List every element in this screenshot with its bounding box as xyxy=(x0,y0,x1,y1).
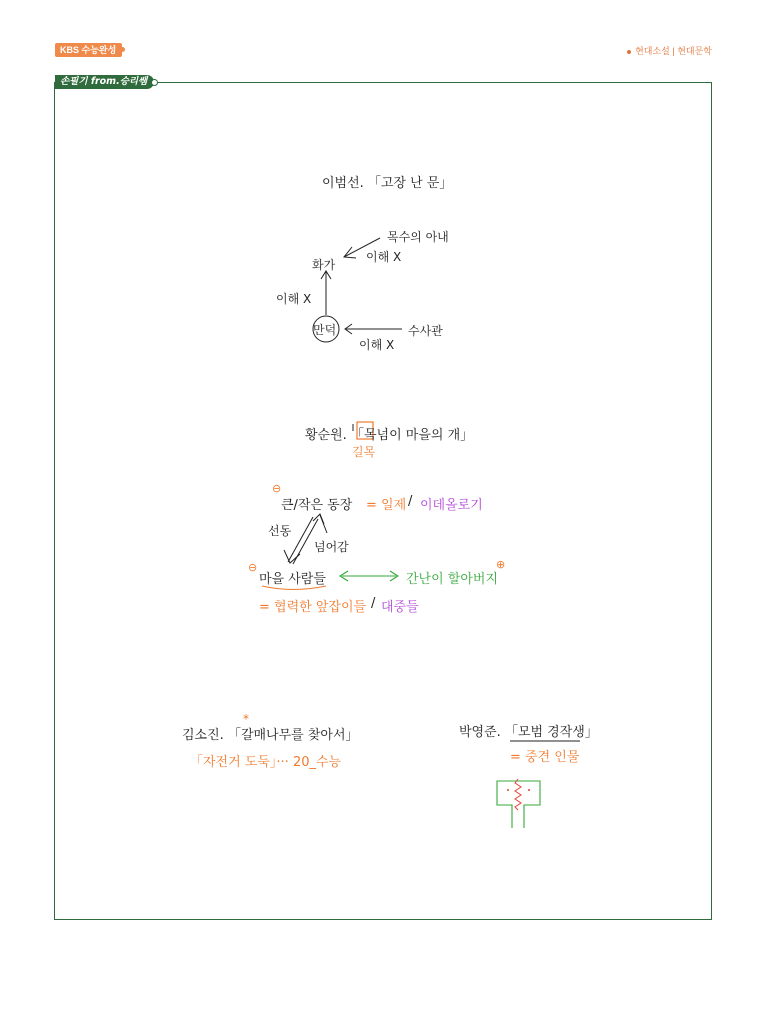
agitate-label: 선동 xyxy=(268,524,292,538)
bullet-icon xyxy=(627,50,631,54)
work3-title: 김소진. 「갈매나무를 찾아서」 xyxy=(182,728,359,743)
no-understand-2: 이해 X xyxy=(276,292,312,306)
villagers-label: 마을 사람들 xyxy=(259,572,326,587)
detective-label: 수사관 xyxy=(408,324,443,338)
boxed-char: 목 xyxy=(363,428,377,443)
section-label xyxy=(627,44,712,57)
minus-sign-1: ⊖ xyxy=(272,482,282,495)
no-understand-1: 이해 X xyxy=(366,250,402,264)
wife-label: 목수의 아내 xyxy=(387,230,449,244)
gilmok-label: 길목 xyxy=(352,445,376,459)
crossover-label: 넘어감 xyxy=(314,540,349,554)
plus-sign: ⊕ xyxy=(496,558,506,571)
masses-label: 대중들 xyxy=(381,600,419,615)
related-work: 「자전거 도둑」··· 20_수능 xyxy=(190,755,342,770)
big-small-chief: 큰/작은 동장 xyxy=(281,498,353,513)
manduk-label: 만덕 xyxy=(313,323,337,337)
minus-sign-2: ⊖ xyxy=(248,561,258,574)
painter-label: 화가 xyxy=(312,258,336,272)
eq-collaborators: = 협력한 앞잡이들 xyxy=(259,600,367,615)
tab-dot xyxy=(151,79,158,86)
grandpa-label: 간난이 할아버지 xyxy=(406,572,499,587)
work4-title: 박영준. 「모범 경작생」 xyxy=(459,725,598,740)
star-mark: * xyxy=(243,712,249,726)
ideology-label: 이데올로기 xyxy=(420,498,483,513)
no-understand-3: 이해 X xyxy=(359,338,395,352)
kbs-badge: KBS 수능완성 xyxy=(55,43,122,57)
work2-title: 황순원. 「목넘이 마을의 개」 xyxy=(305,428,474,443)
eq-middle-figure: = 중견 인물 xyxy=(510,750,580,765)
slash-2: / xyxy=(371,596,376,611)
slash-1: / xyxy=(408,494,413,509)
badge-dot xyxy=(120,47,125,52)
eq-japan: = 일제 xyxy=(366,498,407,513)
section-label-text: 현대소설 | 현대문학 xyxy=(635,46,712,56)
notes-tab: 손필기 from.승리쌤 xyxy=(55,75,154,89)
work1-title: 이범선. 「고장 난 문」 xyxy=(322,176,453,191)
